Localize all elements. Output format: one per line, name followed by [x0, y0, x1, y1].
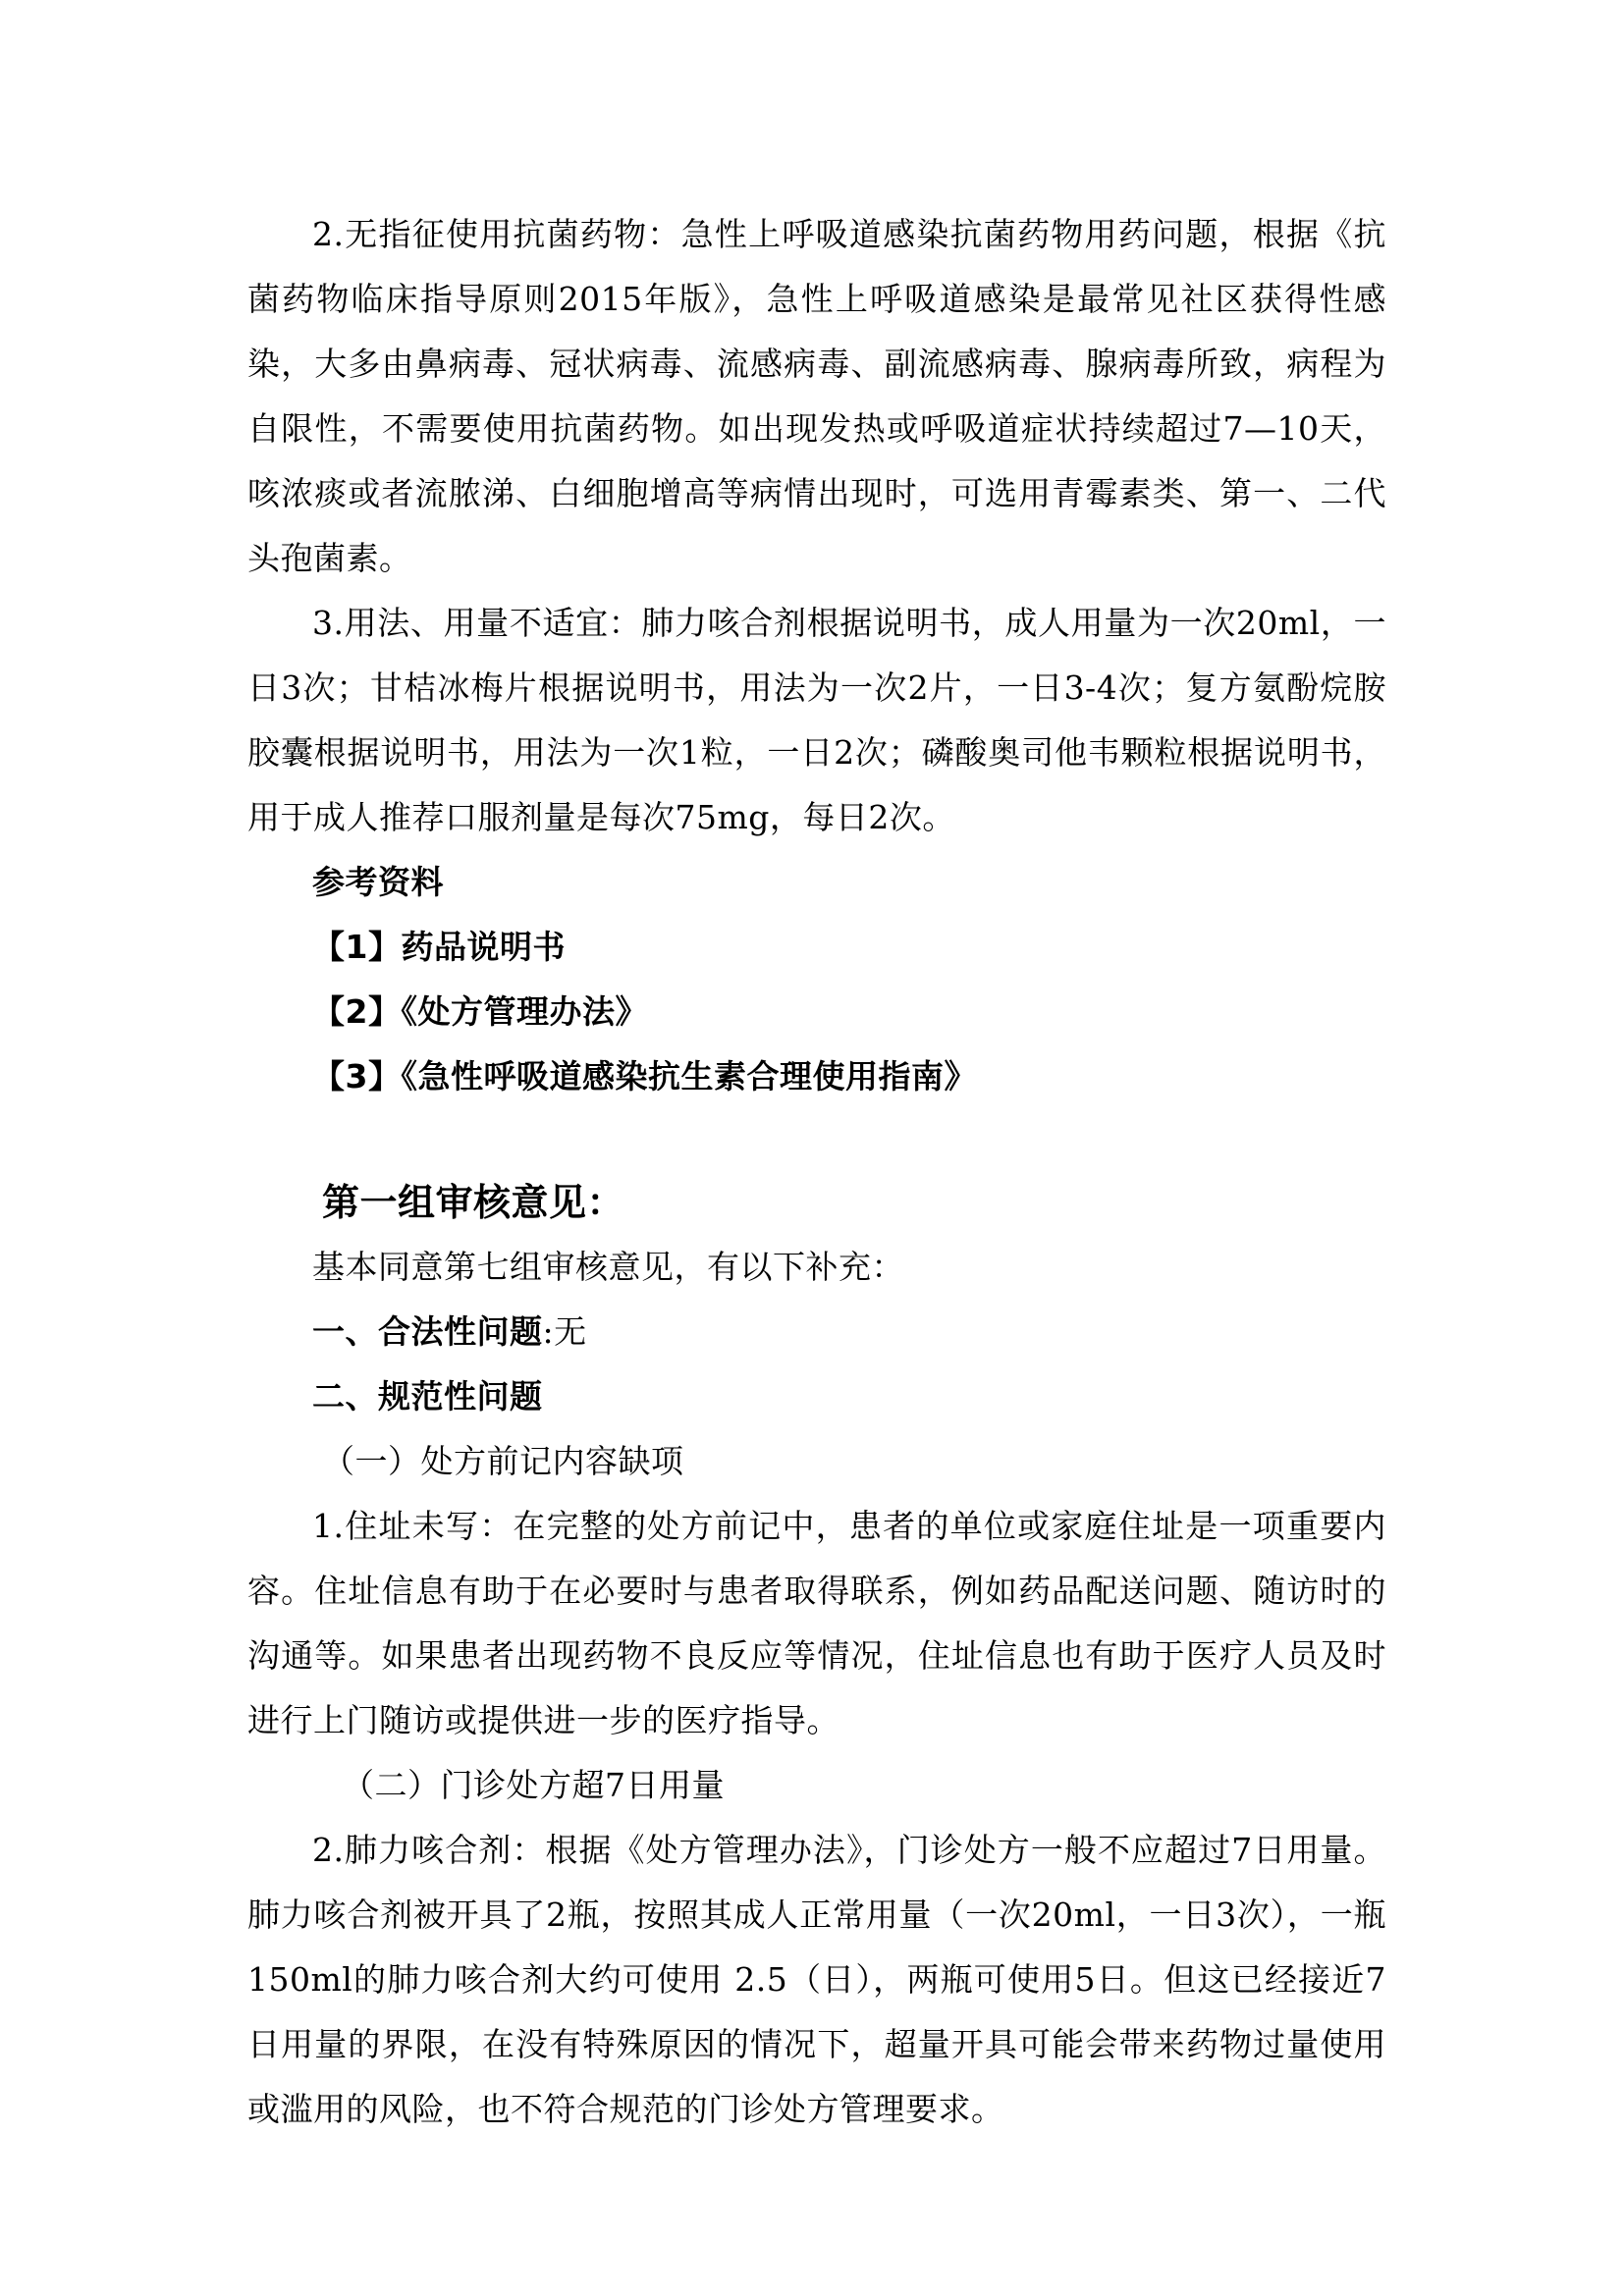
review-intro: 基本同意第七组审核意见，有以下补充： [312, 1248, 904, 1286]
item-legality-label: 一、合法性问题 [312, 1312, 543, 1351]
reference-item-3: 【3】《急性呼吸道感染抗生素合理使用指南》 [312, 1057, 977, 1095]
reference-item-1: 【1】药品说明书 [312, 928, 566, 966]
item-legality [247, 1300, 1386, 1364]
section-gap [247, 1109, 1386, 1170]
subheading-missing-front: （一）处方前记内容缺项 [322, 1442, 684, 1480]
paragraph-unindicated-antibiotics: 2.无指征使用抗菌药物：急性上呼吸道感染抗菌药物用药问题，根据《抗菌药物临床指导原则2015年版》，急性上呼吸道感染是最常见社区获得性感染，大多由鼻病毒、冠状病毒、流感病毒、副流感病毒、腺病毒所致，病程为自限性，不需要使用抗菌药物。如出现发热或呼吸道症状持续超过7—10天，咳浓痰或者流脓涕、白细胞增高等病情出现时，可选用青霉素类、第一、二代头孢菌素。 [247, 215, 1386, 577]
document-body [247, 202, 1386, 2142]
item-standardization: 二、规范性问题 [312, 1377, 543, 1415]
subheading-over-seven-days: （二）门诊处方超7日用量 [342, 1766, 725, 1804]
item-legality-value: :无 [542, 1312, 587, 1351]
paragraph-feilike-mixture: 2.肺力咳合剂：根据《处方管理办法》，门诊处方一般不应超过7日用量。肺力咳合剂被开具了2瓶，按照其成人正常用量（一次20ml，一日3次），一瓶150ml的肺力咳合剂大约可使用 2.5（日），两瓶可使用5日。但这已经接近7日用量的界限，在没有特殊原因的情况下，超量开具可能会带来药物过量使用或滥用的风险，也不符合规范的门诊处方管理要求。 [247, 1831, 1386, 2128]
review-heading: 第一组审核意见： [322, 1181, 625, 1224]
reference-item-2: 【2】《处方管理办法》 [312, 992, 648, 1031]
references-title: 参考资料 [312, 863, 444, 901]
paragraph-address-missing: 1.住址未写：在完整的处方前记中，患者的单位或家庭住址是一项重要内容。住址信息有助于在必要时与患者取得联系，例如药品配送问题、随访时的沟通等。如果患者出现药物不良反应等情况，住址信息也有助于医疗人员及时进行上门随访或提供进一步的医疗指导。 [247, 1507, 1386, 1739]
paragraph-dosage-inappropriate: 3.用法、用量不适宜：肺力咳合剂根据说明书，成人用量为一次20ml，一日3次；甘桔冰梅片根据说明书，用法为一次2片，一日3-4次；复方氨酚烷胺胶囊根据说明书，用法为一次1粒，一日2次；磷酸奥司他韦颗粒根据说明书，用于成人推荐口服剂量是每次75mg，每日2次。 [247, 604, 1386, 836]
